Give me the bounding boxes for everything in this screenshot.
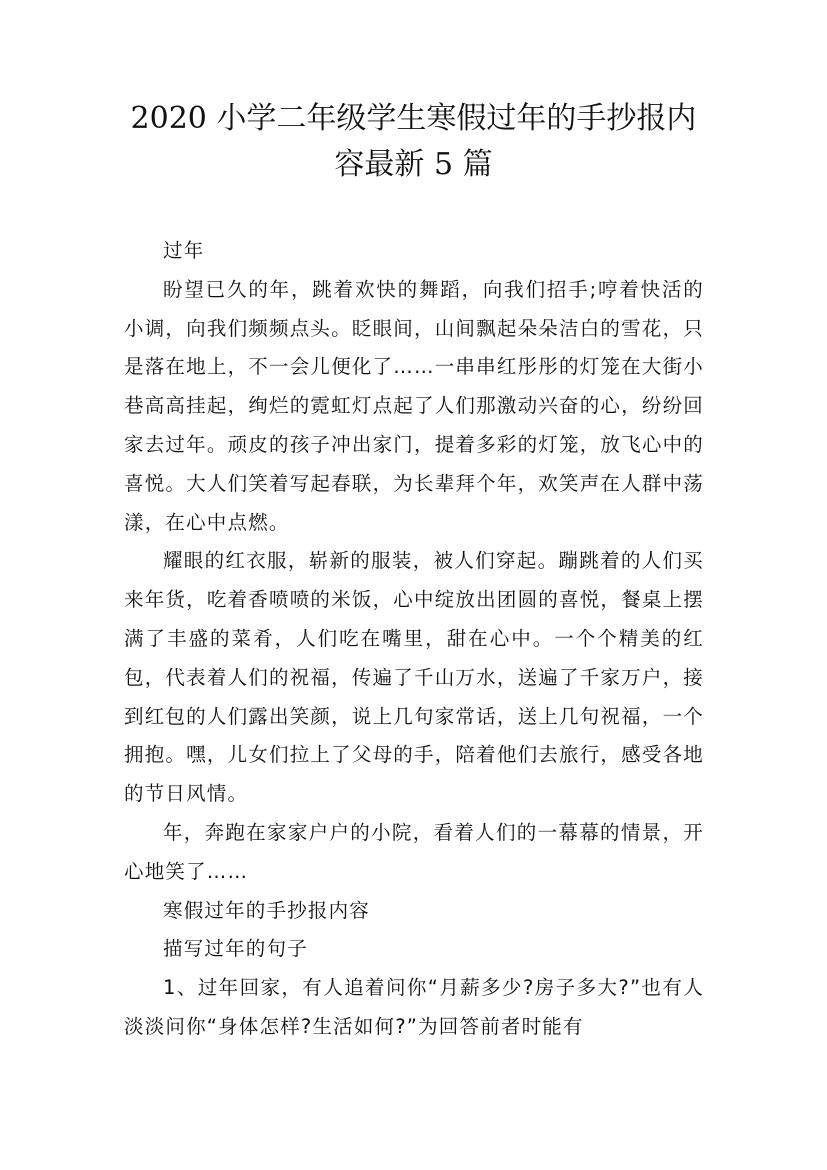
paragraph: 盼望已久的年，跳着欢快的舞蹈，向我们招手;哼着快活的小调，向我们频频点头。眨眼间，山间飘起朵朵洁白的雪花，只是落在地上，不一会儿便化了……一串串红彤彤的灯笼在大街小巷高高挂起，绚烂的霓虹灯点起了人们那激动兴奋的心，纷纷回家去过年。顽皮的孩子冲出家门，提着多彩的灯笼，放飞心中的喜悦。大人们笑着写起春联，为长辈拜个年，欢笑声在人群中荡漾，在心中点燃。: [124, 277, 704, 534]
title-line-2: 容最新 5 篇: [334, 147, 493, 182]
paragraph: 年，奔跑在家家户户的小院，看着人们的一幕幕的情景，开心地笑了……: [124, 820, 704, 883]
section-heading: 描写过年的句子: [163, 937, 308, 961]
paragraph: 1、过年回家，有人追着问你“月薪多少?房子多大?”也有人淡淡问你“身体怎样?生活如何?”为回答前者时能有: [124, 976, 704, 1038]
title-line-1: 2020 小学二年级学生寒假过年的手抄报内: [130, 101, 697, 136]
section-heading: 寒假过年的手抄报内容: [163, 898, 371, 922]
section-heading: 过年: [163, 239, 205, 262]
page-title: [100, 96, 727, 188]
paragraph: 耀眼的红衣服，崭新的服装，被人们穿起。蹦跳着的人们买来年货，吃着香喷喷的米饭，心中绽放出团圆的喜悦，餐桌上摆满了丰盛的菜肴，人们吃在嘴里，甜在心中。一个个精美的红包，代表着人们的祝福，传遍了千山万水，送遍了千家万户，接到红包的人们露出笑颜，说上几句家常话，送上几句祝福，一个拥抱。嘿，儿女们拉上了父母的手，陪着他们去旅行，感受各地的节日风情。: [124, 549, 704, 806]
document-body: [124, 232, 704, 1047]
